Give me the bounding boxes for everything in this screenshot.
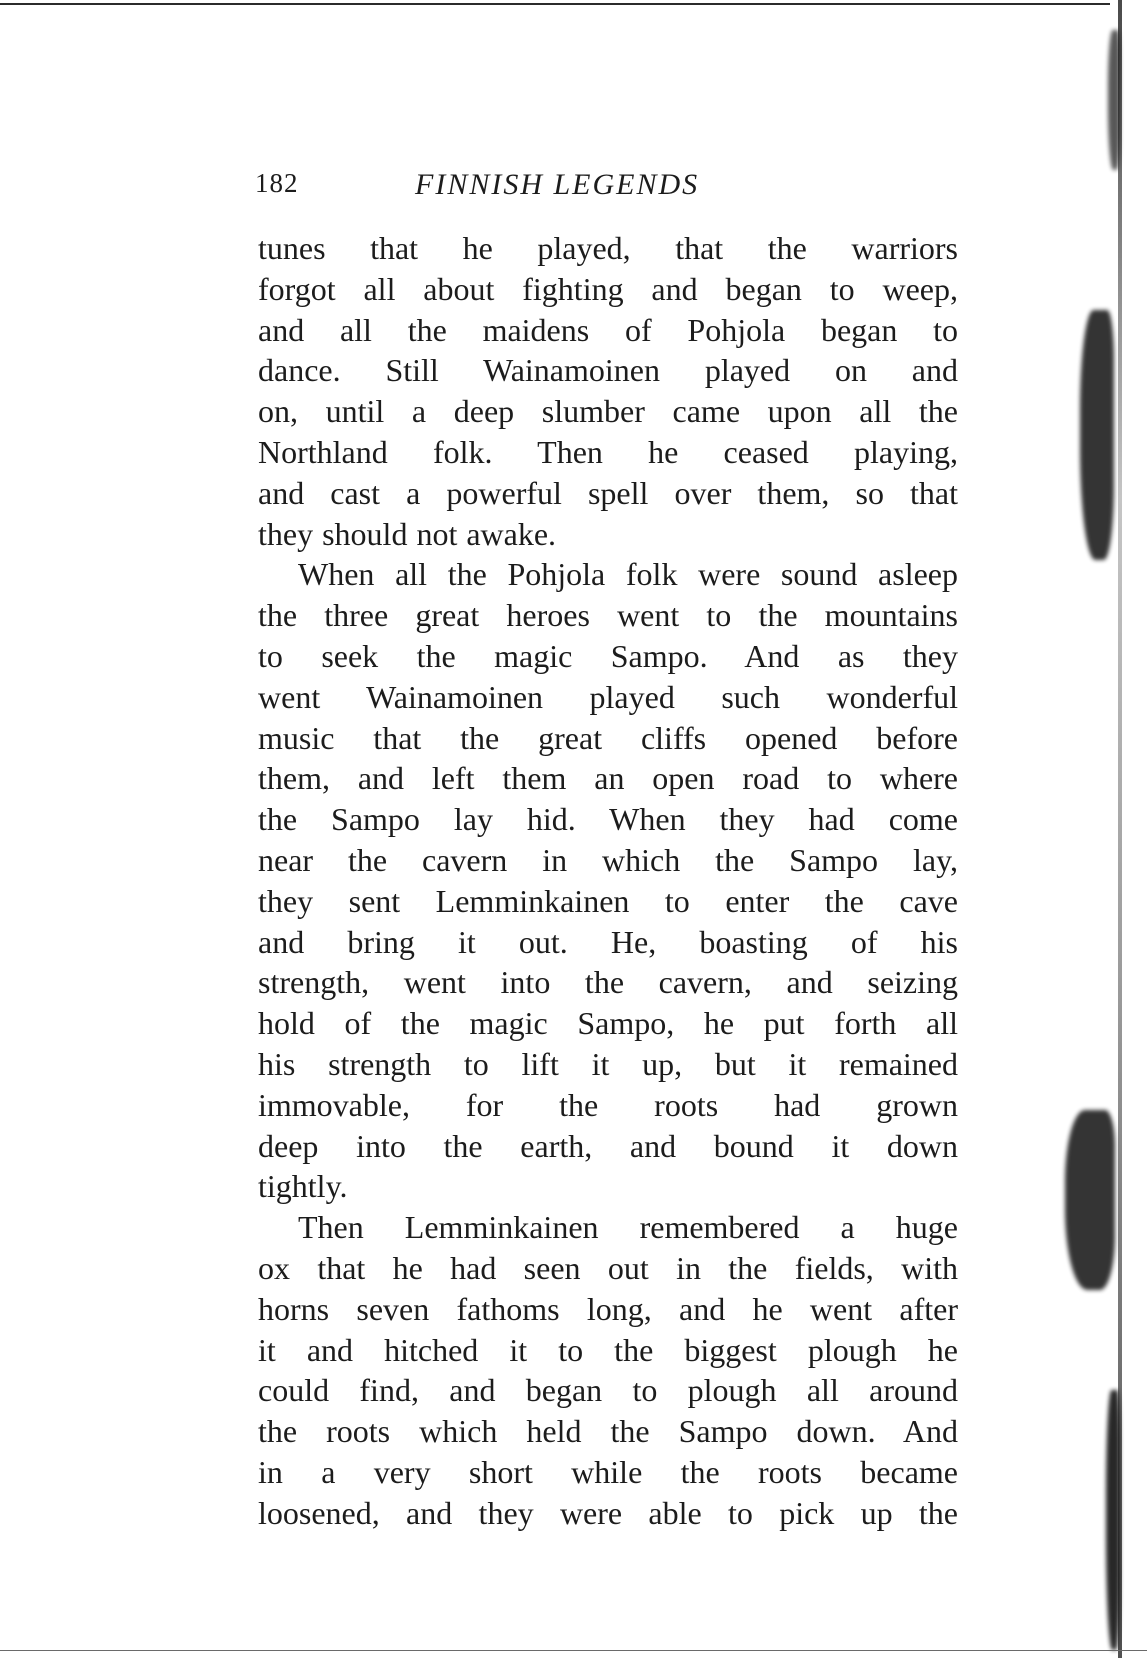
text-line: hold of the magic Sampo, he put forth all bbox=[258, 1005, 958, 1042]
text-line: and bring it out. He, boasting of his bbox=[258, 923, 958, 960]
text-line: deep into the earth, and bound it down bbox=[258, 1127, 958, 1164]
text-line: strength, went into the cavern, and seizing bbox=[258, 964, 958, 1001]
text-line: them, and left them an open road to where bbox=[258, 760, 958, 797]
text-line: the three great heroes went to the mountains bbox=[258, 597, 958, 634]
text-line: on, until a deep slumber came upon all the bbox=[258, 393, 958, 430]
text-line: dance. Still Wainamoinen played on and bbox=[258, 352, 958, 389]
running-title: FINNISH LEGENDS bbox=[415, 168, 700, 201]
text-line: loosened, and they were able to pick up the bbox=[258, 1494, 958, 1531]
binding-shadow bbox=[1080, 310, 1114, 560]
text-line: near the cavern in which the Sampo lay, bbox=[258, 841, 958, 878]
page-header bbox=[255, 168, 955, 208]
text-line: they sent Lemminkainen to enter the cave bbox=[258, 882, 958, 919]
text-line: ox that he had seen out in the fields, with bbox=[258, 1249, 958, 1286]
text-line: to seek the magic Sampo. And as they bbox=[258, 637, 958, 674]
text-line: it and hitched it to the biggest plough he bbox=[258, 1331, 958, 1368]
text-line: music that the great cliffs opened before bbox=[258, 719, 958, 756]
text-line: in a very short while the roots became bbox=[258, 1453, 958, 1490]
text-line: tightly. bbox=[258, 1168, 348, 1205]
text-line: the Sampo lay hid. When they had come bbox=[258, 801, 958, 838]
text-line: Then Lemminkainen remembered a huge bbox=[298, 1209, 958, 1246]
binding-shadow bbox=[1065, 1110, 1115, 1290]
text-line: and all the maidens of Pohjola began to bbox=[258, 311, 958, 348]
text-line: Northland folk. Then he ceased playing, bbox=[258, 433, 958, 470]
text-line: they should not awake. bbox=[258, 515, 557, 552]
binding-shadow bbox=[1106, 1390, 1120, 1650]
text-line: horns seven fathoms long, and he went after bbox=[258, 1290, 958, 1327]
text-line: forgot all about fighting and began to weep, bbox=[258, 270, 958, 307]
text-line: immovable, for the roots had grown bbox=[258, 1086, 958, 1123]
text-line: could find, and began to plough all around bbox=[258, 1372, 958, 1409]
text-line: his strength to lift it up, but it remained bbox=[258, 1045, 958, 1082]
text-line: tunes that he played, that the warriors bbox=[258, 230, 958, 266]
page-number: 182 bbox=[255, 168, 299, 198]
text-line: When all the Pohjola folk were sound asleep bbox=[298, 556, 958, 593]
text-line: went Wainamoinen played such wonderful bbox=[258, 678, 958, 715]
body-text bbox=[258, 228, 958, 1534]
bottom-page-edge bbox=[0, 1650, 1147, 1651]
binding-shadow bbox=[1108, 30, 1120, 170]
text-line: the roots which held the Sampo down. And bbox=[258, 1413, 958, 1450]
text-line: and cast a powerful spell over them, so that bbox=[258, 474, 958, 511]
top-page-edge bbox=[0, 3, 1110, 5]
